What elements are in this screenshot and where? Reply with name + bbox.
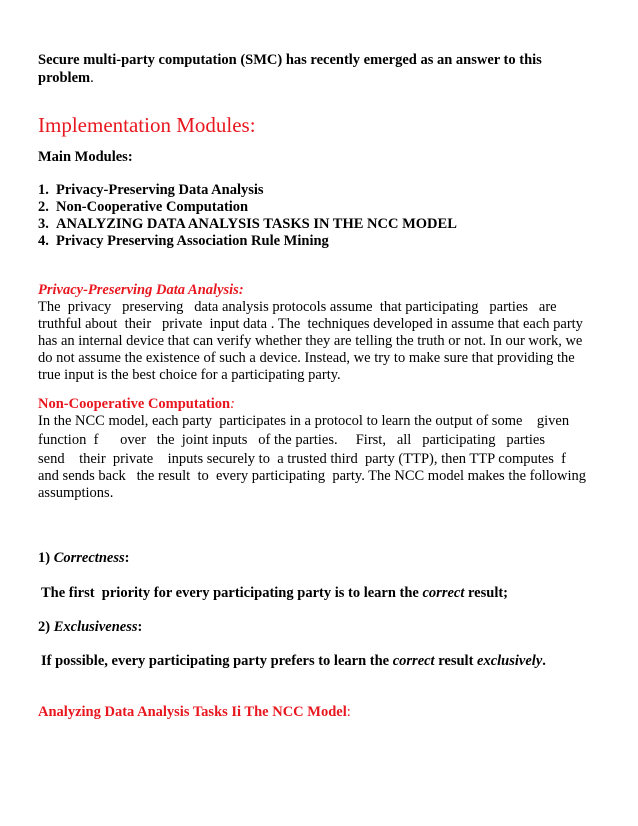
exclusiveness-sentence-start: If possible, every participating party prefers to learn the (41, 653, 393, 669)
module-item-2 (38, 199, 248, 216)
module-text: Non-Cooperative Computation (56, 199, 249, 215)
exclusiveness-label-line (38, 619, 142, 636)
main-modules-label: Main Modules: (38, 149, 133, 165)
correctness-label: Correctness (53, 550, 125, 566)
correctness-colon: : (124, 550, 130, 566)
exclusiveness-emphasis-exclusively: exclusively (477, 653, 543, 669)
ncc-heading: Non-Cooperative Computation (38, 396, 231, 412)
ncc-heading-colon: : (230, 396, 235, 412)
exclusiveness-sentence-mid: result (434, 653, 478, 669)
module-text: ANALYZING DATA ANALYSIS TASKS IN THE NCC MODEL (56, 216, 457, 232)
ncc-line-1: In the NCC model, each party participates in a protocol to learn the output of some given (38, 413, 570, 429)
ppda-line-2: truthful about their private input data . The techniques developed in assume that each party (38, 316, 583, 332)
correctness-label-line (38, 550, 129, 567)
exclusiveness-number: 2) (38, 619, 54, 635)
ppda-line-1: The privacy preserving data analysis protocols assume that participating parties are (38, 299, 557, 315)
module-number: 3. (38, 216, 49, 232)
exclusiveness-sentence (41, 653, 546, 670)
intro-problem-word: problem (38, 70, 91, 86)
implementation-heading: Implementation Modules: (38, 113, 256, 137)
ncc-heading-line (38, 396, 235, 413)
module-number: 4. (38, 233, 49, 249)
ncc-line-4: and sends back the result to every participating party. The NCC model makes the following (38, 468, 587, 484)
analyzing-heading-line (38, 704, 351, 721)
intro-line-2 (38, 70, 94, 87)
ppda-line-3: has an internal device that can verify whether they are telling the truth or not. In our work, we (38, 333, 583, 349)
module-text: Privacy Preserving Association Rule Mining (56, 233, 329, 249)
correctness-sentence-end: result; (464, 585, 509, 601)
module-number: 1. (38, 182, 49, 198)
analyzing-heading: Analyzing Data Analysis Tasks Ii The NCC Model (38, 704, 347, 720)
ncc-line-2: function f over the joint inputs of the parties. First, all participating parties (38, 432, 545, 448)
module-item-1 (38, 182, 264, 199)
intro-line-1: Secure multi-party computation (SMC) has recently emerged as an answer to this (38, 52, 542, 68)
exclusiveness-emphasis-correct: correct (392, 653, 435, 669)
module-item-3 (38, 216, 457, 233)
correctness-sentence (41, 585, 508, 602)
correctness-sentence-start: The first priority for every participating party is to learn the (41, 585, 423, 601)
exclusiveness-label: Exclusiveness (53, 619, 138, 635)
module-number: 2. (38, 199, 49, 215)
ncc-line-5: assumptions. (38, 485, 114, 501)
analyzing-heading-colon: : (346, 704, 351, 720)
intro-period: . (90, 70, 94, 86)
exclusiveness-colon: : (137, 619, 143, 635)
correctness-number: 1) (38, 550, 54, 566)
ncc-line-3: send their private inputs securely to a trusted third party (TTP), then TTP computes f (38, 451, 566, 467)
ppda-heading: Privacy-Preserving Data Analysis: (38, 282, 244, 298)
ppda-line-4: do not assume the existence of such a device. Instead, we try to make sure that providing the (38, 350, 575, 366)
exclusiveness-sentence-end: . (542, 653, 546, 669)
correctness-emphasis: correct (422, 585, 465, 601)
module-text: Privacy-Preserving Data Analysis (56, 182, 264, 198)
module-item-4 (38, 233, 329, 250)
ppda-line-5: true input is the best choice for a participating party. (38, 367, 341, 383)
